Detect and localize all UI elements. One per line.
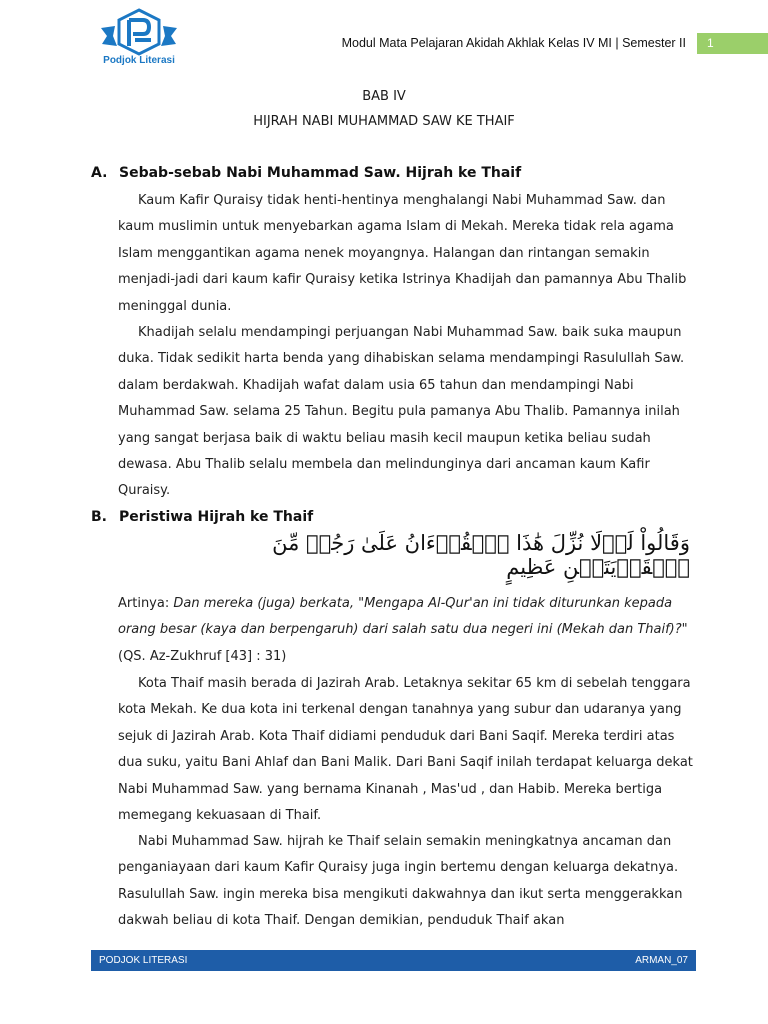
section-a-letter: A. [91,165,108,181]
section-a-heading [91,165,521,181]
section-b-title: Peristiwa Hijrah ke Thaif [119,509,314,525]
section-a-paragraph-2-text: Khadijah selalu mendampingi perjuangan Nabi Muhammad Saw. baik suka maupun duka. Tidak sedikit harta benda yang dihabiskan selama mendampingi Rasulullah Saw. dalam berdakwah. Khadijah wafat dalam usia 65 tahun dan mendampingi Nabi Muhammad Saw. selama 25 Tahun. Begitu pula pamanya Abu Thalib. Pamannya inilah yang sangat berjasa baik di waktu beliau masih kecil maupun ketika beliau sudah dewasa. Abu Thalib selalu membela dan melindunginya dari ancaman kaum Kafir Quraisy. [118,325,685,499]
section-b-heading [91,509,313,525]
section-b-paragraph-1 [118,671,698,829]
footer-right-text: ARMAN_07 [635,955,688,966]
section-a-paragraph-1-text: Kaum Kafir Quraisy tidak henti-hentinya menghalangi Nabi Muhammad Saw. dan kaum muslimin untuk menyebarkan agama Islam di Mekah. Mereka tidak rela agama Islam menggantikan agama nenek moyangnya. Halangan dan rintangan semakin menjadi-jadi dari kaum kafir Quraisy ketika Istrinya Khadijah dan pamannya Abu Thalib meninggal dunia. [118,193,687,314]
logo-brand-text: Podjok Literasi [103,55,175,66]
section-a-title: Sebab-sebab Nabi Muhammad Saw. Hijrah ke Thaif [119,165,522,181]
chapter-title: HIJRAH NABI MUHAMMAD SAW KE THAIF [253,114,515,129]
module-title: Modul Mata Pelajaran Akidah Akhlak Kelas IV MI | Semester II [341,36,686,50]
translation-label: Artinya: [118,596,174,611]
section-a-paragraph-2 [118,320,698,505]
chapter-number: BAB IV [362,89,406,104]
section-a-paragraph-1 [118,188,698,320]
page-number-badge: 1 [697,33,768,54]
footer-left-text: PODJOK LITERASI [99,955,188,966]
section-b-paragraph-2 [118,829,698,935]
quran-verse-arabic: وَقَالُواْ لَوۡلَا نُزِّلَ هَٰذَا ٱلۡقُرۡءَانُ عَلَىٰ رَجُلٖ مِّنَ ٱلۡقَرۡيَتَيۡنِ عَظِيمٍ [272,531,690,579]
section-b-letter: B. [91,509,107,525]
section-b-paragraph-2-text: Nabi Muhammad Saw. hijrah ke Thaif selain semakin meningkatnya ancaman dan penganiayaan dari kaum Kafir Quraisy juga ingin bertemu dengan keluarga dekatnya. Rasulullah Saw. ingin mereka bisa mengikuti dakwahnya dan ikut serta menggerakkan dakwah beliau di kota Thaif. Dengan demikian, penduduk Thaif akan [118,834,683,929]
page-footer [91,950,696,971]
verse-citation: (QS. Az-Zukhruf [43] : 31) [118,648,287,664]
verse-translation [118,591,698,670]
section-b-paragraph-1-text: Kota Thaif masih berada di Jazirah Arab. Letaknya sekitar 65 km di sebelah tenggara kota Mekah. Ke dua kota ini terkenal dengan tanahnya yang subur dan udaranya yang sejuk di Jazirah Arab. Kota Thaif didiami penduduk dari Bani Saqif. Mereka terdiri atas dua suku, yaitu Bani Ahlaf dan Bani Malik. Dari Bani Saqif inilah terdapat keluarga dekat Nabi Muhammad Saw. yang bernama Kinanah , Mas'ud , dan Habib. Mereka bertiga memegang kekuasaan di Thaif. [118,676,693,824]
translation-text: Dan mereka (juga) berkata, "Mengapa Al-Qur'an ini tidak diturunkan kepada orang besar (kaya dan berpengaruh) dari salah satu dua negeri ini (Mekah dan Thaif)?" [118,596,688,638]
